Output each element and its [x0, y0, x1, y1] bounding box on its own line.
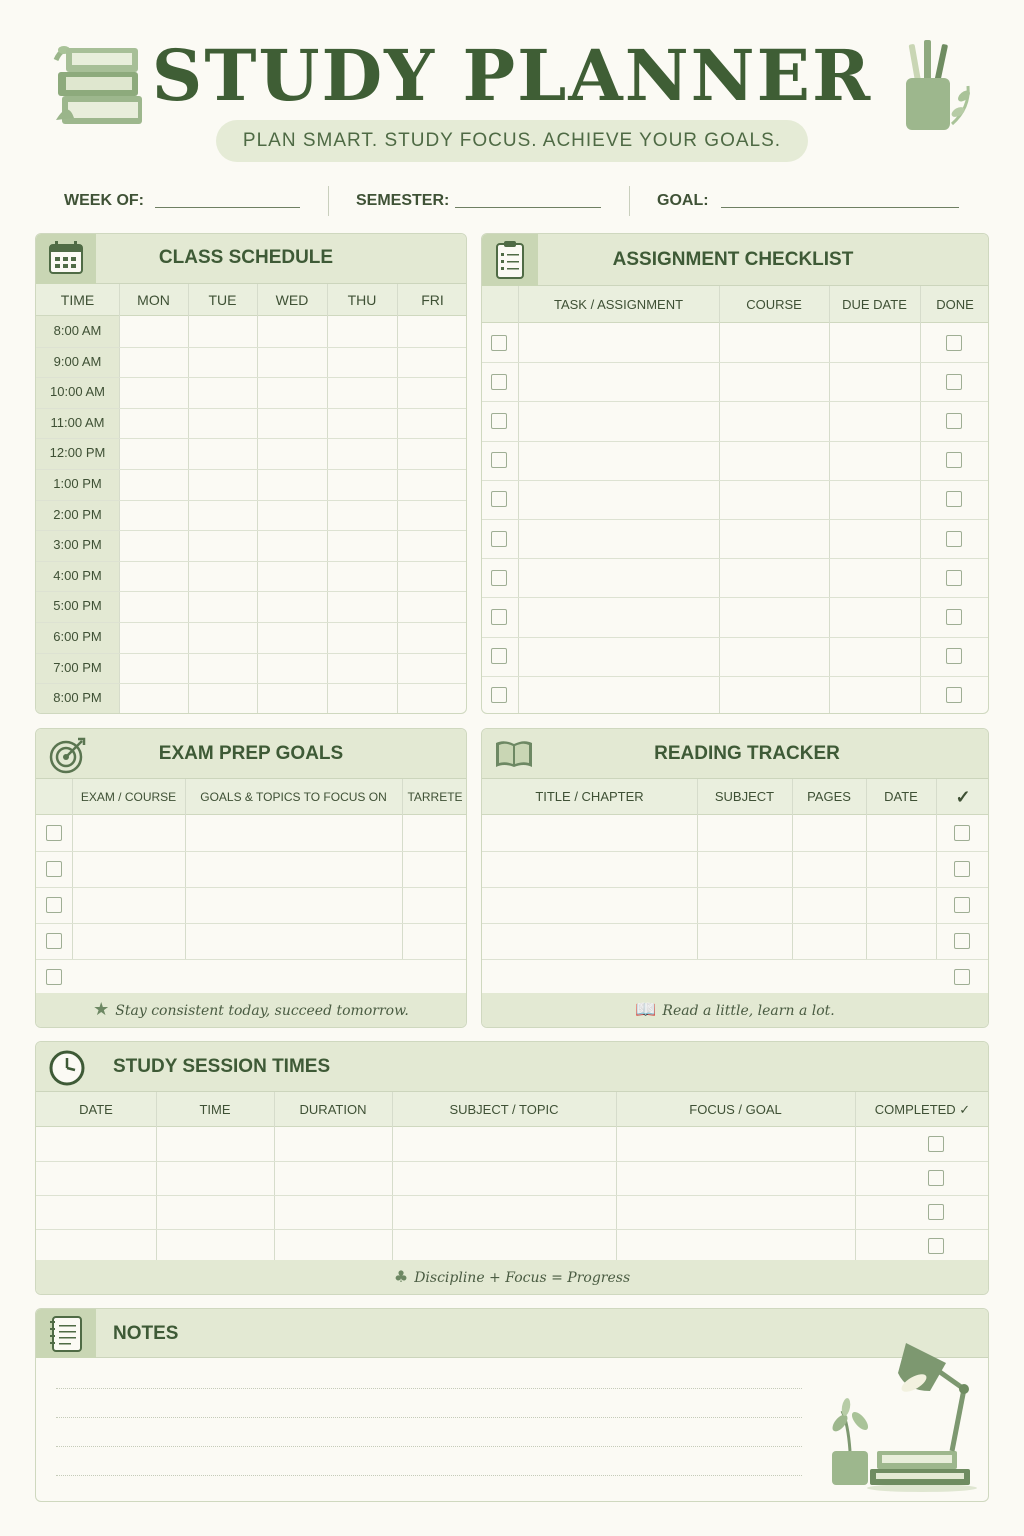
- clipboard-icon: [482, 234, 538, 286]
- grid-line: [866, 779, 867, 959]
- schedule-cell[interactable]: [119, 408, 188, 439]
- schedule-cell[interactable]: [397, 408, 467, 439]
- divider: [629, 186, 630, 216]
- schedule-cell[interactable]: [327, 622, 397, 653]
- completed-checkbox[interactable]: [928, 1238, 944, 1254]
- grid-line: [482, 480, 989, 481]
- schedule-cell[interactable]: [397, 316, 467, 347]
- schedule-cell[interactable]: [397, 653, 467, 684]
- done-checkbox[interactable]: [946, 531, 962, 547]
- column-header: THU: [347, 292, 377, 308]
- task-checkbox[interactable]: [491, 687, 507, 703]
- schedule-cell[interactable]: [188, 316, 257, 347]
- grid-line: [36, 923, 467, 924]
- grid-line: [392, 1092, 393, 1263]
- completed-checkbox[interactable]: [928, 1204, 944, 1220]
- footer-quote: Read a little, learn a lot.: [662, 1003, 835, 1019]
- time-slot-label: 11:00 AM: [50, 414, 105, 430]
- schedule-cell[interactable]: [188, 500, 257, 531]
- schedule-cell[interactable]: [397, 561, 467, 592]
- schedule-cell[interactable]: [257, 591, 327, 622]
- schedule-cell[interactable]: [119, 469, 188, 500]
- grid-line: [482, 441, 989, 442]
- schedule-cell[interactable]: [397, 500, 467, 531]
- reading-checkbox[interactable]: [954, 825, 970, 841]
- schedule-cell[interactable]: [327, 377, 397, 408]
- grid-line: [482, 558, 989, 559]
- reading-tracker-title: READING TRACKER: [654, 743, 840, 764]
- grid-line: [36, 1161, 989, 1162]
- time-slot-label: 1:00 PM: [53, 476, 102, 491]
- schedule-cell[interactable]: [257, 377, 327, 408]
- column-header: TIME: [60, 292, 95, 308]
- column-header: GOALS & TOPICS TO FOCUS ON: [200, 790, 387, 804]
- reading-checkbox[interactable]: [954, 933, 970, 949]
- completed-checkbox[interactable]: [928, 1170, 944, 1186]
- assignment-checklist-title: ASSIGNMENT CHECKLIST: [612, 249, 854, 270]
- done-checkbox[interactable]: [946, 687, 962, 703]
- time-slot-label: 9:00 AM: [53, 353, 102, 369]
- schedule-cell[interactable]: [327, 316, 397, 347]
- task-checkbox[interactable]: [491, 531, 507, 547]
- note-line[interactable]: [56, 1417, 802, 1418]
- schedule-cell[interactable]: [188, 622, 257, 653]
- time-slot-label: 2:00 PM: [53, 506, 102, 522]
- time-slot-label: 10:00 AM: [50, 384, 105, 400]
- exam-prep-title: EXAM PREP GOALS: [158, 743, 344, 764]
- time-slot-label: 5:00 PM: [53, 598, 102, 614]
- schedule-cell[interactable]: [327, 591, 397, 622]
- column-header: TUE: [208, 292, 237, 308]
- done-checkbox[interactable]: [946, 452, 962, 468]
- column-header: COMPLETED ✓: [874, 1102, 971, 1117]
- grid-line: [482, 362, 989, 363]
- schedule-cell[interactable]: [257, 316, 327, 347]
- exam-checkbox[interactable]: [46, 933, 62, 949]
- reading-checkbox[interactable]: [954, 861, 970, 877]
- column-header: TITLE / CHAPTER: [535, 789, 644, 804]
- time-slot-label: 7:00 PM: [53, 659, 102, 675]
- schedule-cell[interactable]: [327, 469, 397, 500]
- grid-line: [719, 286, 720, 714]
- column-header: EXAM / COURSE: [80, 790, 177, 804]
- notebook-icon: [36, 1309, 96, 1358]
- task-checkbox[interactable]: [491, 335, 507, 351]
- calendar-icon: [36, 234, 96, 284]
- schedule-cell[interactable]: [119, 683, 188, 714]
- schedule-cell[interactable]: [327, 683, 397, 714]
- reading-tracker-panel: [481, 728, 989, 1028]
- grid-line: [402, 779, 403, 959]
- reading-checkbox[interactable]: [954, 897, 970, 913]
- schedule-cell[interactable]: [397, 469, 467, 500]
- grid-line: [829, 286, 830, 714]
- grid-line: [36, 959, 467, 960]
- grid-line: [36, 887, 467, 888]
- grid-line: [855, 1092, 856, 1263]
- time-slot-label: 3:00 PM: [53, 537, 102, 553]
- grid-line: [792, 779, 793, 959]
- schedule-cell[interactable]: [188, 347, 257, 378]
- class-schedule-panel: [35, 233, 467, 714]
- reading-tracker-footer: [482, 993, 988, 1027]
- grid-line: [518, 286, 519, 714]
- note-line[interactable]: [56, 1475, 802, 1476]
- schedule-cell[interactable]: [327, 561, 397, 592]
- column-header: MON: [137, 292, 170, 308]
- task-checkbox[interactable]: [491, 413, 507, 429]
- schedule-cell[interactable]: [327, 347, 397, 378]
- schedule-cell[interactable]: [119, 653, 188, 684]
- task-checkbox[interactable]: [491, 374, 507, 390]
- grid-line: [482, 597, 989, 598]
- schedule-cell[interactable]: [257, 622, 327, 653]
- done-checkbox[interactable]: [946, 335, 962, 351]
- study-sessions-title: STUDY SESSION TIMES: [113, 1056, 331, 1077]
- grid-line: [274, 1092, 275, 1263]
- schedule-cell[interactable]: [119, 438, 188, 469]
- schedule-cell[interactable]: [119, 347, 188, 378]
- grid-line: [482, 401, 989, 402]
- column-header: DATE: [884, 789, 918, 804]
- study-sessions-panel: [35, 1041, 989, 1295]
- task-checkbox[interactable]: [491, 609, 507, 625]
- goal-field[interactable]: [721, 207, 959, 208]
- reading-checkbox[interactable]: [954, 969, 970, 985]
- exam-checkbox[interactable]: [46, 861, 62, 877]
- note-line[interactable]: [56, 1446, 802, 1447]
- schedule-cell[interactable]: [257, 683, 327, 714]
- done-checkbox[interactable]: [946, 374, 962, 390]
- column-header: SUBJECT / TOPIC: [449, 1102, 559, 1117]
- tagline: PLAN SMART. STUDY FOCUS. ACHIEVE YOUR GOALS.: [216, 120, 808, 162]
- schedule-cell[interactable]: [327, 653, 397, 684]
- schedule-cell[interactable]: [397, 622, 467, 653]
- schedule-cell[interactable]: [188, 438, 257, 469]
- schedule-cell[interactable]: [257, 438, 327, 469]
- grid-line: [185, 779, 186, 959]
- grid-line: [482, 959, 989, 960]
- exam-checkbox[interactable]: [46, 897, 62, 913]
- schedule-cell[interactable]: [119, 591, 188, 622]
- schedule-cell[interactable]: [327, 530, 397, 561]
- task-checkbox[interactable]: [491, 570, 507, 586]
- time-slot-label: 12:00 PM: [49, 445, 106, 461]
- schedule-cell[interactable]: [257, 653, 327, 684]
- column-header: SUBJECT: [714, 789, 775, 804]
- grid-line: [72, 779, 73, 959]
- schedule-cell[interactable]: [327, 500, 397, 531]
- schedule-cell[interactable]: [119, 377, 188, 408]
- column-header: DONE: [936, 297, 974, 312]
- schedule-cell[interactable]: [119, 316, 188, 347]
- grid-line: [482, 637, 989, 638]
- schedule-cell[interactable]: [257, 408, 327, 439]
- schedule-cell[interactable]: [188, 377, 257, 408]
- task-checkbox[interactable]: [491, 491, 507, 507]
- schedule-cell[interactable]: [188, 591, 257, 622]
- column-header: TIME: [199, 1102, 231, 1117]
- week-of-field[interactable]: [155, 207, 300, 208]
- grid-line: [482, 676, 989, 677]
- divider: [328, 186, 329, 216]
- schedule-cell[interactable]: [188, 530, 257, 561]
- exam-prep-panel: [35, 728, 467, 1028]
- column-header: COURSE: [746, 297, 802, 312]
- exam-checkbox[interactable]: [46, 825, 62, 841]
- done-checkbox[interactable]: [946, 413, 962, 429]
- task-checkbox[interactable]: [491, 452, 507, 468]
- schedule-cell[interactable]: [397, 438, 467, 469]
- time-slot-label: 8:00 AM: [53, 323, 102, 338]
- semester-field[interactable]: [455, 207, 601, 208]
- star-icon: ★: [93, 999, 110, 1020]
- study-sessions-footer: [36, 1260, 988, 1294]
- notes-title: NOTES: [113, 1323, 179, 1344]
- grid-line: [482, 887, 989, 888]
- book-icon: 📖: [635, 1000, 657, 1020]
- schedule-cell[interactable]: [119, 530, 188, 561]
- schedule-cell[interactable]: [119, 500, 188, 531]
- page-title: STUDY PLANNER: [151, 34, 873, 117]
- schedule-cell[interactable]: [397, 591, 467, 622]
- task-checkbox[interactable]: [491, 648, 507, 664]
- done-checkbox[interactable]: [946, 609, 962, 625]
- schedule-cell[interactable]: [327, 408, 397, 439]
- grid-line: [482, 519, 989, 520]
- time-slot-label: 4:00 PM: [53, 567, 102, 583]
- grid-line: [36, 1229, 989, 1230]
- schedule-cell[interactable]: [188, 653, 257, 684]
- completed-checkbox[interactable]: [928, 1136, 944, 1152]
- grid-line: [616, 1092, 617, 1263]
- schedule-cell[interactable]: [257, 561, 327, 592]
- done-checkbox[interactable]: [946, 648, 962, 664]
- grid-line: [697, 779, 698, 959]
- schedule-cell[interactable]: [119, 622, 188, 653]
- column-header: DUE DATE: [842, 297, 907, 312]
- column-header: FOCUS / GOAL: [689, 1102, 782, 1117]
- grid-line: [920, 286, 921, 714]
- desk-lamp-illustration: [822, 1333, 980, 1493]
- grid-line: [156, 1092, 157, 1263]
- done-checkbox[interactable]: [946, 491, 962, 507]
- column-header: DURATION: [299, 1102, 367, 1117]
- column-header: DATE: [79, 1102, 113, 1117]
- done-checkbox[interactable]: [946, 570, 962, 586]
- grid-line: [482, 923, 989, 924]
- schedule-cell[interactable]: [397, 530, 467, 561]
- clock-icon: [48, 1049, 86, 1087]
- column-header: TASK / ASSIGNMENT: [553, 297, 684, 312]
- column-header: FRI: [421, 292, 444, 308]
- note-line[interactable]: [56, 1388, 802, 1389]
- schedule-cell[interactable]: [188, 408, 257, 439]
- schedule-cell[interactable]: [257, 469, 327, 500]
- schedule-cell[interactable]: [257, 347, 327, 378]
- exam-prep-footer: [36, 993, 466, 1027]
- schedule-cell[interactable]: [397, 347, 467, 378]
- schedule-cell[interactable]: [257, 530, 327, 561]
- schedule-cell[interactable]: [397, 683, 467, 714]
- assignment-checklist-panel: [481, 233, 989, 714]
- column-header: PAGES: [807, 789, 851, 804]
- open-book-icon: [494, 739, 534, 769]
- schedule-cell[interactable]: [327, 438, 397, 469]
- footer-quote: Discipline + Focus = Progress: [414, 1270, 631, 1286]
- semester-label: SEMESTER:: [356, 192, 450, 209]
- checkmark-header: ✓: [955, 787, 971, 807]
- grid-line: [936, 779, 937, 959]
- schedule-cell[interactable]: [188, 469, 257, 500]
- grid-line: [482, 851, 989, 852]
- schedule-cell[interactable]: [119, 561, 188, 592]
- schedule-cell[interactable]: [188, 561, 257, 592]
- target-icon: [48, 735, 88, 775]
- grid-line: [36, 1195, 989, 1196]
- time-slot-label: 6:00 PM: [53, 629, 102, 644]
- footer-quote: Stay consistent today, succeed tomorrow.: [115, 1003, 409, 1019]
- column-header: TARRETE: [407, 790, 463, 804]
- column-header: WED: [275, 292, 309, 308]
- class-schedule-title: CLASS SCHEDULE: [158, 247, 334, 268]
- notes-panel: [35, 1308, 989, 1502]
- week-of-label: WEEK OF:: [64, 192, 144, 209]
- schedule-cell[interactable]: [397, 377, 467, 408]
- schedule-cell[interactable]: [188, 683, 257, 714]
- exam-checkbox[interactable]: [46, 969, 62, 985]
- grid-line: [36, 851, 467, 852]
- goal-label: GOAL:: [657, 192, 709, 209]
- time-slot-label: 8:00 PM: [53, 690, 102, 706]
- plant-icon: ♣: [393, 1267, 409, 1286]
- schedule-cell[interactable]: [257, 500, 327, 531]
